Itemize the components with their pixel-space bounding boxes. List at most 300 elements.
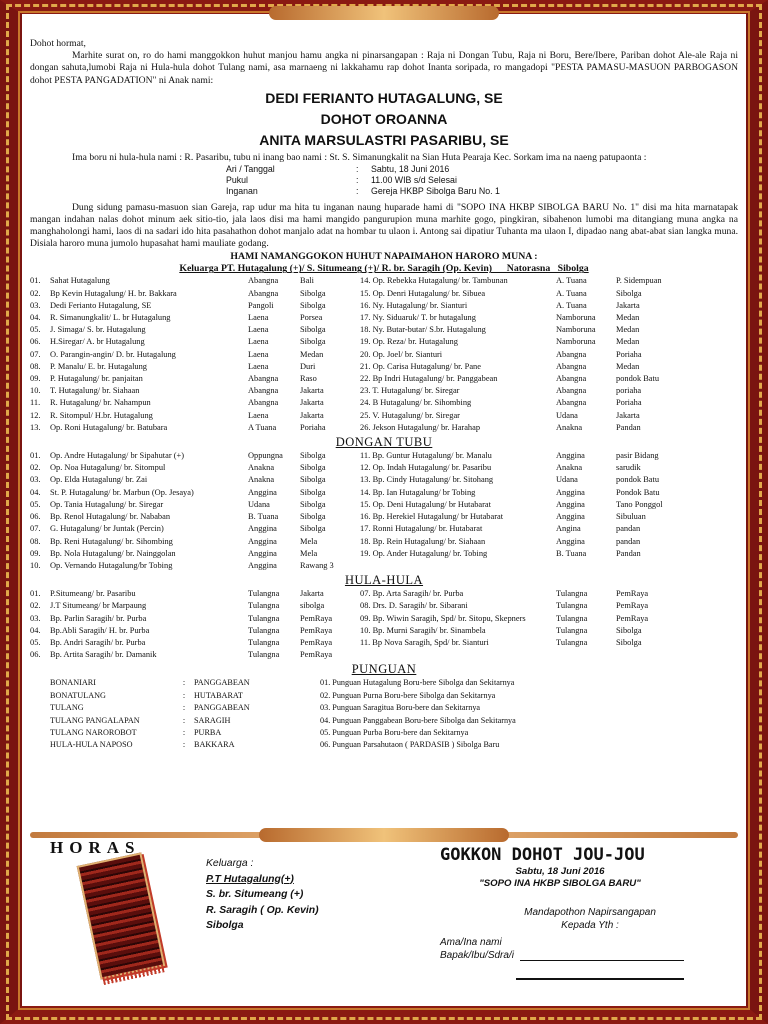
list-cell: Tulangna (556, 601, 588, 611)
list-cell: 04. (30, 313, 41, 323)
punguan-row (50, 690, 738, 702)
list-cell: Mela (300, 548, 318, 558)
bride-name: ANITA MARSULASTRI PASARIBU, SE (259, 131, 509, 148)
list-cell: PemRaya (300, 650, 333, 660)
list-cell: 10. Bp. Murni Saragih/ br. Sinambela (360, 625, 486, 635)
list-row (30, 300, 738, 312)
list-cell: Udana (556, 475, 578, 485)
list-cell: Angina (556, 524, 581, 534)
punguan-row (50, 715, 738, 727)
list-cell: Anggina (556, 536, 585, 546)
list-cell: Medan (616, 313, 640, 323)
groom-name: DEDI FERIANTO HUTAGALUNG, SE (265, 89, 503, 106)
list-cell: Tulangna (248, 613, 280, 623)
list-row (30, 312, 738, 324)
list-cell: G. Hutagalung/ br Juntak (Percin) (50, 524, 164, 534)
list-cell: 11. Bp. Guntur Hutagalung/ br. Manalu (360, 451, 492, 461)
list-cell: Tulangna (556, 625, 588, 635)
list-row (30, 511, 738, 523)
list-cell: Anggina (556, 499, 585, 509)
punguan-cell: : (182, 690, 186, 700)
list-cell: Abangna (248, 276, 279, 286)
list-cell: Anggina (248, 487, 277, 497)
list-cell: Sibolga (300, 499, 326, 509)
list-cell: Bp. Reni Hutagalung/ br. Sihombing (50, 536, 173, 546)
list-cell: Udana (248, 499, 270, 509)
recipient-line-blank[interactable] (520, 960, 684, 961)
list-cell: 05. (30, 325, 41, 335)
list-cell: J. Simaga/ S. br. Hutagalung (50, 325, 146, 335)
list-cell: Pondok Batu (616, 487, 660, 497)
punguan-cell: TULANG PANGALAPAN (50, 715, 140, 725)
list-cell: Anggina (556, 512, 585, 522)
list-cell: Sibolga (300, 300, 326, 310)
list-cell: Sibolga (616, 625, 642, 635)
list-cell: 12. Op. Indah Hutagalung/ br. Pasaribu (360, 463, 492, 473)
list-cell: Tano Ponggol (616, 499, 663, 509)
list-row (30, 397, 738, 409)
list-cell: B. Tuana (248, 512, 279, 522)
list-row (30, 600, 738, 612)
list-cell: J.T Situmeang/ br Marpaung (50, 601, 147, 611)
list-cell: P.Situmeang/ br. Pasaribu (50, 589, 136, 599)
list-cell: Laena (248, 349, 269, 359)
footer-venue: "SOPO INA HKBP SIBOLGA BARU" (479, 877, 641, 889)
list-cell: 15. Op. Deni Hutagalung/ br Hutabarat (360, 499, 491, 509)
punguan-cell: PURBA (194, 727, 222, 737)
list-cell: 18. Bp. Rein Hutagalung/ br. Siahaan (360, 536, 486, 546)
list-cell: Medan (300, 349, 324, 359)
list-cell: Jakarta (300, 398, 324, 408)
list-cell (556, 649, 616, 661)
list-cell: 07. Bp. Arta Saragih/ br. Purba (360, 589, 464, 599)
list-row (30, 349, 738, 361)
list-cell: Pandan (616, 548, 641, 558)
list-cell: 03. (30, 475, 41, 485)
list-cell: B. Tuana (556, 548, 587, 558)
punguan-list (50, 677, 738, 751)
list-cell: Namboruna (556, 313, 596, 323)
list-cell: Tulangna (248, 650, 280, 660)
hosts-subtitle: Keluarga PT. Hutagalung (+)/ S. Situmeang (+)/ R. br. Saragih (Op. Kevin) Natorasna Sibolga (179, 263, 589, 275)
list-row (30, 336, 738, 348)
list-cell: Abangna (556, 386, 587, 396)
list-cell: 05. (30, 499, 41, 509)
list-cell: Op. Tania Hutagalung/ br. Siregar (50, 499, 164, 509)
list-cell: 22. Bp Indri Hutagalung/ br. Panggabean (360, 374, 498, 384)
list-cell: PemRaya (300, 637, 333, 647)
list-cell: Laena (248, 325, 269, 335)
list-cell: Pandan (616, 422, 641, 432)
list-cell: R. Simanungkalit/ L. br Hutagalung (50, 313, 171, 323)
list-cell: 17. Ronni Hutagalung/ br. Hutabarat (360, 524, 483, 534)
reception-paragraph: Dung sidung pamasu-masuon sian Gareja, rap udur ma hita tu inganan naung huparade hami di "SOPO INA HKBP SIBOLGA BARU No. 1" disi ma hita marnatapak mangan indahan nalas dohot minum aek sitio-tio, jala laos disi ma hami mangido pangurupion muna marhite gogo, pingkiran, sibahenon lumobi ma ditangiang muna angka na manghaholongi hami, laos di na sadari ido hita pasahathon dohot manjalo adat na hombar tu ulaon i. Antong sai dipatiur Tuhanta ma ulaon I, dipadao nang abat-abat sian langka muna. Disiala haroro muna jumolo hupasahat hami mauliate godang. (30, 201, 738, 250)
list-cell: Bp.Abli Saragih/ H. br. Purba (50, 625, 150, 635)
hula-hula-list (30, 588, 738, 661)
list-cell: Anggina (556, 451, 585, 461)
punguan-cell: BAKKARA (194, 740, 235, 750)
list-row (30, 373, 738, 385)
list-cell: pondok Batu (616, 475, 660, 485)
list-cell: A Tuana (248, 422, 277, 432)
list-cell: 10. (30, 560, 41, 570)
list-cell: Tulangna (556, 637, 588, 647)
punguan-cell: HULA-HULA NAPOSO (50, 740, 133, 750)
list-cell: Jakarta (300, 589, 324, 599)
recipient-line: Kepada Yth : (561, 920, 619, 931)
list-cell: PemRaya (616, 589, 649, 599)
list-cell: Jakarta (616, 410, 640, 420)
list-cell (360, 560, 556, 572)
list-cell: 06. (30, 512, 41, 522)
event-row: Inganan : Gereja HKBP Sibolga Baru No. 1 (226, 186, 500, 197)
list-cell: Anggina (556, 487, 585, 497)
list-cell: Op. Andre Hutagalung/ br Sipahutar (+) (50, 451, 185, 461)
list-cell: Bp. Andri Saragih/ br. Purba (50, 637, 146, 647)
list-cell: Op. Vernando Hutagalung/br Tobing (50, 560, 173, 570)
list-cell: 02. (30, 288, 41, 298)
list-cell: Anggina (248, 524, 277, 534)
punguan-cell: 05. Punguan Purba Boru-bere dan Sekitarnya (320, 727, 469, 737)
punguan-cell: TULANG (50, 703, 84, 713)
list-cell: Medan (616, 325, 640, 335)
list-cell: Abangna (248, 374, 279, 384)
list-cell (360, 649, 556, 661)
list-row (30, 560, 738, 572)
punguan-cell: : (182, 727, 186, 737)
list-cell: Tulangna (248, 601, 280, 611)
punguan-cell: : (182, 703, 186, 713)
list-cell: Sibolga (300, 512, 326, 522)
list-cell: 14. Op. Rebekka Hutagalung/ br. Tambunan (360, 276, 508, 286)
list-row (30, 548, 738, 560)
list-cell: Abangna (248, 398, 279, 408)
list-cell: 04. (30, 625, 41, 635)
list-row (30, 324, 738, 336)
dongan-tubu-title: DONGAN TUBU (335, 435, 433, 450)
list-cell: Bp. Renol Hutagalung/ br. Nababan (50, 512, 171, 522)
punguan-cell: 04. Punguan Panggabean Boru-bere Sibolga dan Sekitarnya (320, 715, 516, 725)
list-cell: Anakna (248, 475, 275, 485)
family-line: P.T Hutagalung(+) (206, 873, 294, 885)
list-cell: Sibolga (616, 288, 642, 298)
punguan-cell: PANGGABEAN (194, 678, 250, 688)
list-cell: R. Hutagalung/ br. Nahampun (50, 398, 151, 408)
punguan-cell: : (182, 740, 186, 750)
punguan-cell: 01. Punguan Hutagalung Boru-bere Sibolga dan Sekitarnya (320, 678, 515, 688)
list-cell: H.Siregar/ A. br Hutagalung (50, 337, 145, 347)
footer-event (460, 866, 660, 889)
list-row (30, 499, 738, 511)
list-cell: 08. (30, 361, 41, 371)
footer-date: Sabtu, 18 Juni 2016 (515, 866, 605, 877)
list-cell: 08. Drs. D. Saragih/ br. Sibarani (360, 601, 468, 611)
punguan-row (50, 739, 738, 751)
list-cell: poriaha (616, 386, 642, 396)
list-cell: PemRaya (616, 613, 649, 623)
list-cell: 24. B Hutagalung/ br. Sihombing (360, 398, 472, 408)
list-cell: 07. (30, 524, 41, 534)
list-cell (616, 649, 694, 661)
list-cell: 13. (30, 422, 41, 432)
dongan-tubu-list (30, 450, 738, 572)
list-cell: 21. Op. Carisa Hutagalung/ br. Pane (360, 361, 481, 371)
event-row: Ari / Tanggal : Sabtu, 18 Juni 2016 (226, 164, 450, 175)
list-cell: Jakarta (300, 386, 324, 396)
hosts-title: HAMI NAMANGGOKON HUHUT NAPAIMAHON HARORO MUNA : (230, 251, 538, 263)
list-row (30, 487, 738, 499)
family-line: R. Saragih ( Op. Kevin) (206, 904, 319, 916)
list-cell: Sibolga (300, 288, 326, 298)
list-cell: Medan (616, 361, 640, 371)
hula-hula-title: HULA-HULA (344, 573, 424, 588)
list-cell: 06. (30, 337, 41, 347)
recipient-line: Mandapothon Napirsangapan (524, 907, 656, 918)
list-cell: Tulangna (248, 637, 280, 647)
punguan-row (50, 727, 738, 739)
list-row (30, 462, 738, 474)
list-cell: 05. (30, 637, 41, 647)
list-row (30, 649, 738, 661)
list-cell: Medan (616, 337, 640, 347)
list-row (30, 450, 738, 462)
list-cell: Poriaha (616, 349, 642, 359)
list-cell: A. Tuana (556, 300, 587, 310)
conjunction: DOHOT OROANNA (320, 110, 448, 127)
punguan-cell: 02. Punguan Purna Boru-bere Sibolga dan Sekitarnya (320, 690, 496, 700)
list-cell: 04. (30, 487, 41, 497)
list-cell: Sibuluan (616, 512, 646, 522)
list-cell: Tulangna (248, 625, 280, 635)
list-cell: Jakarta (616, 300, 640, 310)
list-row (30, 637, 738, 649)
recipient-fields (440, 936, 514, 962)
list-row (30, 422, 738, 434)
punguan-cell: 03. Punguan Saragitua Boru-bere dan Sekitarnya (320, 703, 481, 713)
list-cell: pasir Bidang (616, 451, 659, 461)
list-cell: 23. T. Hutagalung/ br. Siregar (360, 386, 460, 396)
list-cell: Raso (300, 374, 317, 384)
list-cell: Abangna (248, 386, 279, 396)
greeting: Dohot hormat, (30, 38, 86, 49)
intro-paragraph: Marhite surat on, ro do hami manggokkon huhut manjou hamu angka ni pinarsangapan : Raja ni Dongan Tubu, Raja ni Boru, Bere/Ibere, Pariban dohot Ale-ale Raja ni dongan sahuta,lumobi Raja ni Hula-hula dohot Tulang nami, asa marnaeng ni lakkahamu rap dohot Inanta soripada, ro mangadopi "PESTA PAMASU-MASUON PARBOGASON dohot PESTA PANGADATION" ni Anak nami: (30, 50, 738, 86)
list-cell: Dedi Ferianto Hutagalung, SE (50, 300, 152, 310)
list-cell: Sibolga (300, 487, 326, 497)
list-cell: Bp Kevin Hutagalung/ H. br. Bakkara (50, 288, 177, 298)
list-cell: pandan (616, 524, 641, 534)
list-cell: 10. (30, 386, 41, 396)
list-row (30, 588, 738, 600)
recipient-line-blank[interactable] (516, 978, 684, 980)
list-cell: Sibolga (300, 524, 326, 534)
list-cell: 14. Bp. Ian Hutagalung/ br Tobing (360, 487, 476, 497)
list-cell: 09. Bp. Wiwin Saragih, Spd/ br. Sitopu, Skepners (360, 613, 526, 623)
list-row (30, 474, 738, 486)
list-cell: Bp. Nola Hutagalung/ br. Nainggolan (50, 548, 176, 558)
list-cell: 17. Ny. Siduaruk/ T. br hutagalung (360, 313, 476, 323)
list-cell: P. Hutagalung/ br. panjaitan (50, 374, 143, 384)
keluarga-label: Keluarga : (206, 858, 254, 869)
list-cell: Sibolga (616, 637, 642, 647)
list-cell: 09. (30, 374, 41, 384)
list-row (30, 288, 738, 300)
list-cell: sarudik (616, 463, 641, 473)
list-cell: Anggina (248, 536, 277, 546)
list-row (30, 523, 738, 535)
list-cell: Laena (248, 410, 269, 420)
list-cell: 03. (30, 613, 41, 623)
list-row (30, 275, 738, 287)
list-cell: 13. Bp. Cindy Hutagalung/ br. Sitohang (360, 475, 494, 485)
list-cell: PemRaya (300, 613, 333, 623)
list-cell: PemRaya (300, 625, 333, 635)
list-cell: PemRaya (616, 601, 649, 611)
list-cell: 02. (30, 601, 41, 611)
list-row (30, 536, 738, 548)
list-cell: 19. Op. Reza/ br. Hutagalung (360, 337, 458, 347)
list-cell: Bp. Artita Saragih/ br. Damanik (50, 650, 157, 660)
list-row (30, 410, 738, 422)
list-cell: T. Hutagalung/ br. Siahaan (50, 386, 140, 396)
list-cell: Anakna (248, 463, 275, 473)
horas-heading: HORAS (50, 838, 141, 857)
list-cell (556, 560, 616, 572)
list-cell: Sahat Hutagalung (50, 276, 110, 286)
list-cell: Abangna (556, 374, 587, 384)
list-cell: 01. (30, 589, 41, 599)
list-cell (616, 560, 694, 572)
list-cell: 09. (30, 548, 41, 558)
list-cell: 12. (30, 410, 41, 420)
list-cell: Duri (300, 361, 316, 371)
punguan-title: PUNGUAN (351, 662, 417, 677)
list-cell: Sibolga (300, 451, 326, 461)
list-row (30, 625, 738, 637)
list-cell: Anakna (556, 463, 583, 473)
list-cell: Anggina (248, 560, 277, 570)
list-cell: Rawang 3 (300, 560, 334, 570)
list-cell: Abangna (556, 361, 587, 371)
host-family-list (30, 275, 738, 434)
list-cell: Op. Roni Hutagalung/ br. Batubara (50, 422, 168, 432)
list-cell: 02. (30, 463, 41, 473)
list-cell: A. Tuana (556, 276, 587, 286)
list-cell: Sibolga (300, 337, 326, 347)
list-cell: 06. (30, 650, 41, 660)
list-cell: Namboruna (556, 337, 596, 347)
list-cell: 25. V. Hutagalung/ br. Siregar (360, 410, 460, 420)
middle-ornament (259, 828, 509, 842)
event-details (226, 164, 738, 198)
event-row: Pukul : 11.00 WIB s/d Selesai (226, 175, 457, 186)
list-cell: 18. Ny. Butar-butar/ S.br. Hutagalung (360, 325, 486, 335)
list-cell: Sibolga (300, 463, 326, 473)
list-cell: 01. (30, 451, 41, 461)
list-cell: St. P. Hutagalung/ br. Marbun (Op. Jesaya) (50, 487, 194, 497)
list-row (30, 361, 738, 373)
list-cell: Anggina (248, 548, 277, 558)
punguan-cell: : (182, 715, 186, 725)
list-cell: Tulangna (556, 613, 588, 623)
list-cell: P. Sidempuan (616, 276, 662, 286)
list-cell: Sibolga (300, 325, 326, 335)
punguan-cell: BONATULANG (50, 690, 106, 700)
list-cell: Porsea (300, 313, 323, 323)
recipient-label: Ama/Ina nami (440, 937, 502, 948)
list-cell: O. Parangin-angin/ D. br. Hutagalung (50, 349, 176, 359)
list-cell: Laena (248, 361, 269, 371)
bride-note: Ima boru ni hula-hula nami : R. Pasaribu, tubu ni inang bao nami : St. S. Simanungkalit na Sian Huta Pearaja Kec. Sorkam ima na naeng patupaonta : (72, 151, 647, 163)
list-cell: Oppungna (248, 451, 283, 461)
list-cell: 19. Op. Ander Hutagalung/ br. Tobing (360, 548, 488, 558)
gokkon-title: GOKKON DOHOT JOU-JOU (440, 845, 645, 865)
list-cell: Poriaha (300, 422, 326, 432)
list-cell: 11. Bp Nova Saragih, Spd/ br. Sianturi (360, 637, 489, 647)
list-cell: 15. Op. Denri Hutagalung/ br. Sibuea (360, 288, 486, 298)
list-cell: Laena (248, 337, 269, 347)
list-cell: Mela (300, 536, 318, 546)
family-line: Sibolga (206, 920, 244, 931)
list-cell: P. Manalu/ E. br. Hutagalung (50, 361, 147, 371)
list-cell: Pangoli (248, 300, 274, 310)
top-ornament (269, 6, 499, 20)
list-cell: Op. Noa Hutagalung/ br. Sitompul (50, 463, 166, 473)
recipient-header (500, 906, 680, 932)
list-cell: Anakna (556, 422, 583, 432)
list-row (30, 385, 738, 397)
list-cell: sibolga (300, 601, 325, 611)
list-cell: Sibolga (300, 475, 326, 485)
list-cell: Bp. Parlin Saragih/ br. Purba (50, 613, 147, 623)
list-cell: Namboruna (556, 325, 596, 335)
invitation-body (30, 38, 738, 752)
list-cell: 11. (30, 398, 41, 408)
list-cell: 07. (30, 349, 41, 359)
punguan-cell: : (182, 678, 186, 688)
list-cell: Laena (248, 313, 269, 323)
list-cell: Tulangna (248, 589, 280, 599)
punguan-cell: PANGGABEAN (194, 703, 250, 713)
list-cell: Op. Elda Hutagalung/ br. Zai (50, 475, 148, 485)
recipient-label: Bapak/Ibu/Sdra/i (440, 950, 514, 961)
punguan-cell: HUTABARAT (194, 690, 243, 700)
punguan-cell: SARAGIH (194, 715, 231, 725)
punguan-row (50, 677, 738, 689)
list-cell: Tulangna (556, 589, 588, 599)
punguan-cell: TULANG NAROROBOT (50, 727, 137, 737)
list-cell: Udana (556, 410, 578, 420)
list-cell: Jakarta (300, 410, 324, 420)
list-cell: Abangna (556, 398, 587, 408)
list-cell: 26. Jekson Hutagalung/ br. Harahap (360, 422, 481, 432)
list-cell: Abangna (248, 288, 279, 298)
list-cell: A. Tuana (556, 288, 587, 298)
family-line: S. br. Situmeang (+) (206, 889, 304, 900)
punguan-cell: BONANIARI (50, 678, 96, 688)
punguan-row (50, 702, 738, 714)
list-cell: 08. (30, 536, 41, 546)
family-signature (206, 856, 319, 934)
list-cell: 01. (30, 276, 41, 286)
list-cell: Abangna (556, 349, 587, 359)
list-cell: Bali (300, 276, 314, 286)
list-cell: R. Sitompul/ H.br. Hutagalung (50, 410, 153, 420)
list-row (30, 613, 738, 625)
list-cell: Poriaha (616, 398, 642, 408)
list-cell: 16. Ny. Hutagalung/ br. Sianturi (360, 300, 468, 310)
list-cell: pandan (616, 536, 641, 546)
list-cell: 20. Op. Joel/ br. Sianturi (360, 349, 443, 359)
